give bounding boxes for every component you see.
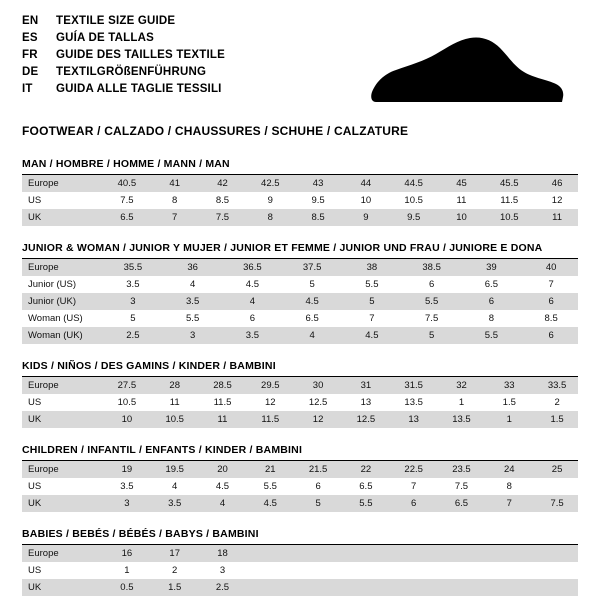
language-row [22, 48, 225, 65]
section-title: KIDS / NIÑOS / DES GAMINS / KINDER / BAMBINI [22, 360, 578, 377]
size-cell: 10 [435, 209, 483, 226]
size-cell: 5 [291, 495, 339, 512]
language-title: TEXTILE SIZE GUIDE [56, 15, 176, 27]
size-cell: 24 [482, 461, 530, 478]
size-cell: 1 [482, 411, 530, 428]
size-cell: 6 [518, 327, 578, 344]
size-cell: 1 [124, 565, 130, 576]
size-cell: 11.5 [213, 397, 232, 408]
size-cell: 17 [148, 545, 196, 562]
size-cell: 2 [554, 397, 560, 408]
size-cell: 7 [369, 313, 375, 324]
size-sections [22, 158, 578, 596]
size-cell: 6.5 [359, 481, 373, 492]
row-label: US [28, 195, 42, 206]
size-cell: 9 [267, 195, 273, 206]
size-cell: 2.5 [196, 579, 244, 596]
section-title: CHILDREN / INFANTIL / ENFANTS / KINDER / BAMBINI [22, 444, 578, 461]
size-cell [482, 562, 530, 579]
size-cell: 10.5 [404, 195, 423, 206]
table-row [22, 209, 578, 226]
size-cell: 44 [339, 175, 387, 192]
size-cell [435, 545, 483, 562]
category-title: FOOTWEAR / CALZADO / CHAUSSURES / SCHUHE / CALZATURE [22, 124, 409, 138]
size-cell: 8.5 [544, 313, 558, 324]
size-cell: 7 [482, 495, 530, 512]
size-cell [243, 579, 291, 596]
size-cell: 37.5 [279, 259, 339, 276]
size-cell [339, 579, 387, 596]
language-code: IT [22, 83, 33, 95]
size-cell: 3.5 [220, 327, 280, 344]
size-cell: 40.5 [100, 175, 148, 192]
size-cell: 3 [100, 495, 148, 512]
size-cell: 8 [488, 313, 495, 324]
row-label: Woman (UK) [22, 327, 100, 344]
size-cell [291, 545, 339, 562]
size-section [22, 242, 578, 344]
size-cell: 18 [196, 545, 244, 562]
table-row [22, 175, 578, 192]
table-row [22, 377, 578, 394]
size-table [22, 377, 578, 428]
size-table [22, 259, 578, 344]
size-cell: 12 [265, 397, 276, 408]
size-cell: 7 [411, 481, 417, 492]
size-cell: 46 [530, 175, 578, 192]
row-label: UK [22, 495, 100, 512]
size-cell: 35.5 [100, 259, 160, 276]
size-cell: 6 [315, 481, 321, 492]
language-title: GUÍA DE TALLAS [56, 32, 154, 44]
size-table [22, 461, 578, 512]
size-cell [339, 562, 387, 579]
size-cell: 4 [279, 327, 339, 344]
size-cell: 7.5 [530, 495, 578, 512]
size-cell: 5 [130, 313, 136, 324]
size-cell: 19.5 [148, 461, 196, 478]
size-cell: 4.5 [339, 327, 399, 344]
size-cell: 5 [399, 327, 459, 344]
size-cell: 16 [100, 545, 148, 562]
size-cell: 13.5 [435, 411, 483, 428]
size-cell: 22 [339, 461, 387, 478]
size-cell [482, 579, 530, 596]
size-cell: 27.5 [100, 377, 148, 394]
section-title: JUNIOR & WOMAN / JUNIOR Y MUJER / JUNIOR ET FEMME / JUNIOR UND FRAU / JUNIORE E DONA [22, 242, 578, 259]
language-row [22, 82, 225, 99]
size-cell: 23.5 [435, 461, 483, 478]
size-cell: 6 [387, 495, 435, 512]
table-row [22, 310, 578, 327]
size-cell: 10 [360, 195, 372, 206]
size-cell: 5.5 [399, 293, 459, 310]
size-cell: 5.5 [186, 313, 200, 324]
size-cell: 8.5 [215, 195, 230, 206]
size-cell: 10.5 [117, 397, 137, 408]
size-cell: 5.5 [365, 279, 379, 290]
size-cell: 8 [172, 195, 178, 206]
row-label: US [28, 565, 42, 576]
size-cell: 4 [196, 495, 244, 512]
row-label: Europe [22, 175, 100, 192]
size-cell: 8.5 [291, 209, 339, 226]
size-cell: 6 [428, 279, 435, 290]
size-cell: 31 [339, 377, 387, 394]
size-cell: 7.5 [454, 481, 469, 492]
size-cell [243, 562, 291, 579]
size-cell: 4.5 [243, 495, 291, 512]
row-label: UK [22, 411, 100, 428]
row-label: UK [22, 579, 100, 596]
size-cell: 13.5 [404, 397, 423, 408]
table-row [22, 276, 578, 293]
size-cell: 11 [196, 411, 244, 428]
size-cell: 6.5 [435, 495, 483, 512]
size-cell [339, 545, 387, 562]
size-cell: 11.5 [243, 411, 291, 428]
size-cell [387, 545, 435, 562]
size-cell: 4 [220, 293, 280, 310]
size-cell: 10.5 [482, 209, 530, 226]
size-cell: 33.5 [530, 377, 578, 394]
size-cell [291, 562, 339, 579]
size-cell: 12 [291, 411, 339, 428]
size-cell: 6 [518, 293, 578, 310]
size-cell: 22.5 [387, 461, 435, 478]
size-cell: 13 [360, 397, 372, 408]
size-cell: 5.5 [459, 327, 519, 344]
size-cell: 42.5 [243, 175, 291, 192]
size-cell: 33 [482, 377, 530, 394]
size-cell: 36 [160, 259, 220, 276]
size-cell: 3 [100, 293, 160, 310]
size-cell [435, 562, 483, 579]
row-label: Junior (UK) [22, 293, 100, 310]
table-row [22, 579, 578, 596]
section-title: BABIES / BEBÉS / BÉBÉS / BABYS / BAMBINI [22, 528, 578, 545]
table-row [22, 411, 578, 428]
size-cell: 39 [459, 259, 519, 276]
language-row [22, 65, 225, 82]
size-cell: 11 [530, 209, 578, 226]
size-cell: 3.5 [148, 495, 196, 512]
size-cell: 3.5 [160, 293, 220, 310]
row-label: Junior (US) [28, 279, 77, 290]
language-code: EN [22, 15, 39, 27]
table-row [22, 192, 578, 209]
size-cell: 9.5 [387, 209, 435, 226]
size-cell: 1 [458, 397, 465, 408]
size-cell: 2.5 [100, 327, 160, 344]
row-label: UK [22, 209, 100, 226]
table-row [22, 259, 578, 276]
size-section [22, 158, 578, 226]
size-cell [530, 545, 578, 562]
size-cell: 28 [148, 377, 196, 394]
size-cell: 4.5 [279, 293, 339, 310]
size-cell: 25 [530, 461, 578, 478]
language-row [22, 31, 225, 48]
table-row [22, 461, 578, 478]
size-cell: 10.5 [148, 411, 196, 428]
table-row [22, 394, 578, 411]
size-cell: 5 [339, 293, 399, 310]
size-cell: 11 [169, 397, 180, 408]
dress-shoe-icon [366, 34, 566, 112]
language-title: GUIDA ALLE TAGLIE TESSILI [56, 83, 222, 95]
size-cell: 42 [196, 175, 244, 192]
size-cell: 11 [456, 195, 467, 206]
language-list [22, 14, 225, 99]
table-row [22, 327, 578, 344]
language-title: TEXTILGRÖßENFÜHRUNG [56, 66, 207, 78]
language-code: DE [22, 66, 39, 78]
size-cell: 13 [387, 411, 435, 428]
language-title: GUIDE DES TAILLES TEXTILE [56, 49, 225, 61]
size-cell: 19 [100, 461, 148, 478]
size-cell: 31.5 [387, 377, 435, 394]
size-table [22, 175, 578, 226]
size-cell: 3 [219, 565, 226, 576]
size-cell: 21.5 [291, 461, 339, 478]
size-section [22, 444, 578, 512]
size-cell: 4.5 [245, 279, 259, 290]
size-cell: 36.5 [220, 259, 280, 276]
size-cell: 5.5 [339, 495, 387, 512]
size-cell [387, 579, 435, 596]
size-cell: 8 [243, 209, 291, 226]
size-cell: 4 [189, 279, 196, 290]
size-cell: 4.5 [215, 481, 230, 492]
size-cell [243, 545, 291, 562]
size-cell: 6.5 [305, 313, 319, 324]
table-row [22, 545, 578, 562]
section-title: MAN / HOMBRE / HOMME / MANN / MAN [22, 158, 578, 175]
size-cell: 6.5 [484, 279, 498, 290]
row-label: Europe [22, 259, 100, 276]
size-cell: 28.5 [196, 377, 244, 394]
size-cell: 44.5 [387, 175, 435, 192]
table-row [22, 562, 578, 579]
size-cell: 41 [148, 175, 196, 192]
size-cell: 20 [196, 461, 244, 478]
size-cell: 10 [100, 411, 148, 428]
size-cell: 6 [249, 313, 256, 324]
size-cell: 12.5 [308, 397, 328, 408]
size-cell: 7.5 [196, 209, 244, 226]
header [22, 14, 578, 110]
row-label: Europe [22, 545, 100, 562]
size-cell: 7 [148, 209, 196, 226]
size-cell: 29.5 [243, 377, 291, 394]
size-cell: 0.5 [100, 579, 148, 596]
language-row [22, 14, 225, 31]
size-cell: 7 [548, 279, 554, 290]
size-cell: 9.5 [311, 195, 325, 206]
table-row [22, 478, 578, 495]
size-section [22, 528, 578, 596]
table-row [22, 293, 578, 310]
size-cell: 45.5 [482, 175, 530, 192]
size-cell [435, 579, 483, 596]
size-cell: 5.5 [263, 481, 277, 492]
language-code: FR [22, 49, 38, 61]
language-code: ES [22, 32, 38, 44]
size-cell: 5 [309, 279, 315, 290]
size-cell [387, 562, 435, 579]
size-cell: 3.5 [120, 481, 134, 492]
size-cell: 2 [172, 565, 178, 576]
size-cell: 1.5 [148, 579, 196, 596]
size-cell: 1.5 [530, 411, 578, 428]
size-cell: 21 [243, 461, 291, 478]
size-cell [482, 545, 530, 562]
size-cell: 12.5 [339, 411, 387, 428]
size-cell: 9 [339, 209, 387, 226]
table-row [22, 495, 578, 512]
size-cell: 43 [291, 175, 339, 192]
size-cell: 6.5 [100, 209, 148, 226]
size-section [22, 360, 578, 428]
size-cell: 38 [339, 259, 399, 276]
size-table [22, 545, 578, 596]
size-cell [530, 562, 578, 579]
size-cell: 8 [506, 481, 512, 492]
size-cell: 12 [551, 195, 563, 206]
size-cell [530, 579, 578, 596]
size-cell [530, 478, 578, 495]
size-cell: 7.5 [425, 313, 439, 324]
size-cell: 45 [435, 175, 483, 192]
size-cell [291, 579, 339, 596]
size-cell: 4 [172, 481, 178, 492]
size-cell: 38.5 [399, 259, 459, 276]
size-cell: 40 [518, 259, 578, 276]
size-cell: 32 [435, 377, 483, 394]
size-cell: 1.5 [502, 397, 516, 408]
size-cell: 7.5 [120, 195, 134, 206]
row-label: Europe [22, 377, 100, 394]
size-cell: 6 [459, 293, 519, 310]
row-label: Woman (US) [28, 313, 83, 324]
size-cell: 11.5 [500, 195, 519, 206]
size-cell: 30 [291, 377, 339, 394]
row-label: Europe [22, 461, 100, 478]
size-cell: 3 [160, 327, 220, 344]
size-cell: 3.5 [126, 279, 140, 290]
row-label: US [28, 397, 42, 408]
row-label: US [28, 481, 42, 492]
